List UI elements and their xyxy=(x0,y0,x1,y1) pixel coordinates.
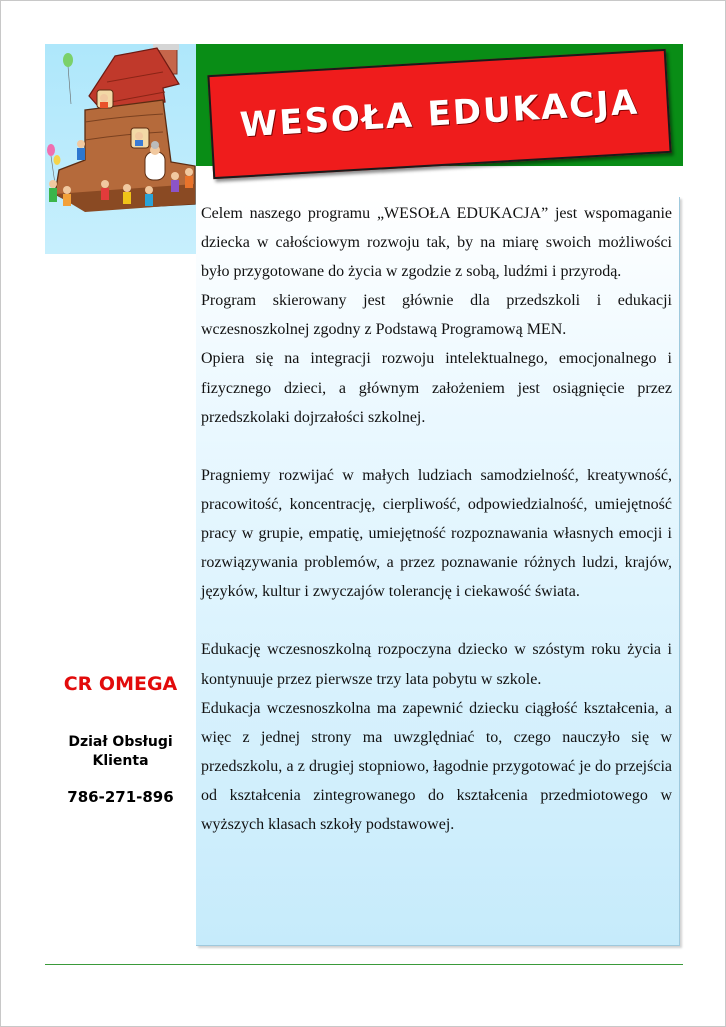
paragraph-start: Edukację wczesnoszkolną rozpoczyna dziecko w szóstym roku życia i kontynuuje przez pierwsze trzy lata pobytu w szkole. xyxy=(201,641,672,688)
paragraph-integration: Opiera się na integracji rozwoju intelektualnego, emocjonalnego i fizycznego dzieci, a głównym założeniem jest osiągnięcie przez przedszkolaki dojrzałości szkolnej. xyxy=(201,350,672,426)
paragraph-continuity: Edukacja wczesnoszkolna ma zapewnić dziecku ciągłość kształcenia, a więc z jednej strony ma uwzględniać to, czego nauczyło się w przedszkolu, a z drugiej stopniowo, łagodnie przygotować je do przejścia od kształcenia zintegrowanego do kształcenia przedmiotowego w wyższych klasach szkoły podstawowej. xyxy=(201,699,672,833)
paragraph-spacer xyxy=(201,606,672,635)
footer-divider xyxy=(45,964,683,965)
company-name: CR OMEGA xyxy=(63,673,178,695)
paragraph-target: Program skierowany jest głównie dla przedszkoli i edukacji wczesnoszkolnej zgodny z Podstawą Programową MEN. xyxy=(201,292,672,339)
balloon-icon xyxy=(63,53,73,104)
program-description xyxy=(196,197,680,946)
paragraph-goal: Celem naszego programu „WESOŁA EDUKACJA” jest wspomaganie dziecka w całościowym rozwoju tak, by na miarę swoich możliwości było przygotowane do życia w zgodzie z sobą, ludźmi i przyrodą. xyxy=(201,205,672,281)
department-label: Dział Obsługi Klienta xyxy=(68,734,173,769)
paragraph-skills: Pragniemy rozwijać w małych ludziach samodzielność, kreatywność, pracowitość, koncentrację, cierpliwość, odpowiedzialność, umiejętność pracy w grupie, empatię, umiejętność rozpoznawania własnych emocji i rozwiązywania problemów, a przez poznawanie różnych ludzi, krajów, języków, kultur i zwyczajów tolerancję i ciekawość świata. xyxy=(201,466,672,601)
paragraph-spacer xyxy=(201,432,672,461)
phone-number[interactable]: 786-271-896 xyxy=(67,788,174,806)
shoe-house-illustration xyxy=(45,44,196,254)
page-title: WESOŁA EDUKACJA xyxy=(238,82,641,146)
